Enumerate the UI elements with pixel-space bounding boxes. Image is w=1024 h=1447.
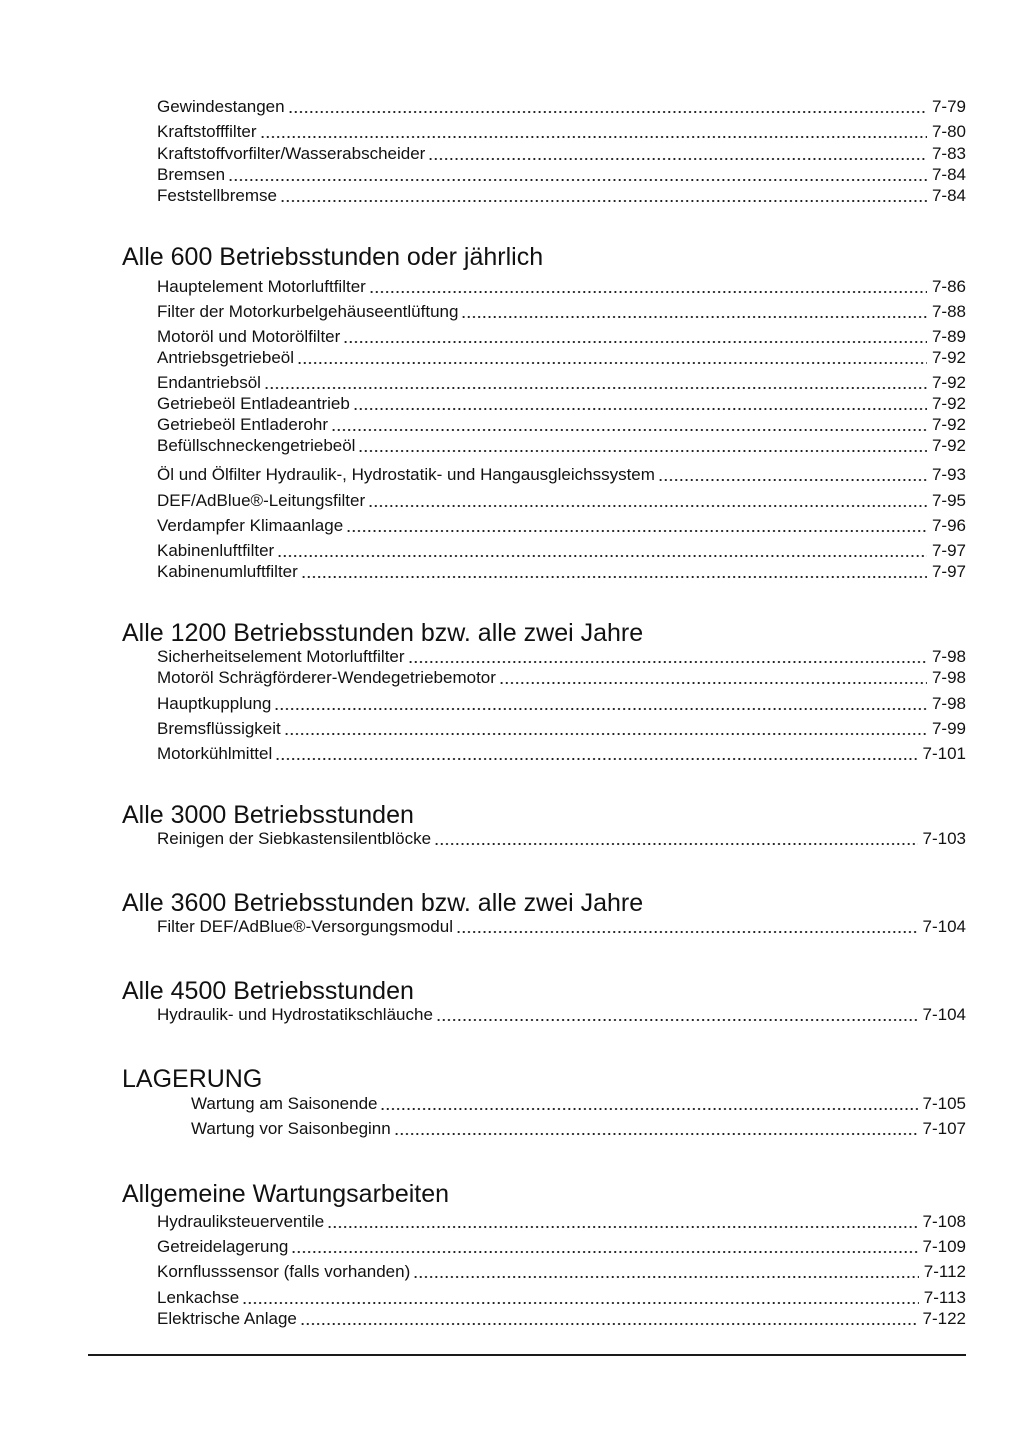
dot-leader <box>380 1107 917 1111</box>
toc-entry-page: 7-79 <box>931 97 966 116</box>
toc-entry <box>157 540 966 562</box>
toc-entry-page: 7-88 <box>931 302 966 321</box>
dot-leader <box>346 529 927 533</box>
toc-entry-page: 7-92 <box>931 373 966 392</box>
toc-entry-page: 7-104 <box>922 917 966 936</box>
dot-leader <box>242 1301 919 1305</box>
toc-entry <box>157 347 966 369</box>
footer-rule <box>88 1354 966 1356</box>
toc-entry-title: Wartung am Saisonende <box>191 1094 378 1113</box>
toc-entry <box>157 515 966 537</box>
toc-entry-page: 7-80 <box>931 122 966 141</box>
toc-entry-title: Hydraulik- und Hydrostatikschläuche <box>157 1005 433 1024</box>
toc-entry-title: Bremsflüssigkeit <box>157 719 281 738</box>
toc-entry <box>191 1093 966 1115</box>
dot-leader <box>331 428 927 432</box>
toc-entry-title: Kraftstoffvorfilter/Wasserabscheider <box>157 144 426 163</box>
dot-leader <box>260 135 927 139</box>
toc-entry-title: Antriebsgetriebeöl <box>157 348 295 367</box>
section-heading: Allgemeine Wartungsarbeiten <box>122 1180 450 1208</box>
dot-leader <box>428 157 927 161</box>
toc-entry-page: 7-97 <box>931 541 966 560</box>
toc-entry <box>157 96 966 118</box>
dot-leader <box>288 110 927 114</box>
toc-entry <box>157 326 966 348</box>
toc-entry-title: Feststellbremse <box>157 186 277 205</box>
toc-entry-title: Kraftstofffilter <box>157 122 257 141</box>
toc-entry-title: Kornflusssensor (falls vorhanden) <box>157 1262 411 1281</box>
dot-leader <box>291 1250 917 1254</box>
toc-entry-page: 7-103 <box>922 829 966 848</box>
toc-entry-title: DEF/AdBlue®-Leitungsfilter <box>157 491 366 510</box>
toc-entry-title: Getriebeöl Entladerohr <box>157 415 329 434</box>
toc-entry-title: Kabinenluftfilter <box>157 541 275 560</box>
dot-leader <box>301 575 927 579</box>
toc-entry-title: Motoröl und Motorölfilter <box>157 327 341 346</box>
dot-leader <box>658 478 927 482</box>
section-heading: LAGERUNG <box>122 1065 263 1093</box>
toc-entry-title: Getreidelagerung <box>157 1237 289 1256</box>
toc-entry-title: Bremsen <box>157 165 226 184</box>
dot-leader <box>327 1225 917 1229</box>
toc-entry <box>157 464 966 486</box>
dot-leader <box>358 449 927 453</box>
toc-entry-page: 7-92 <box>931 348 966 367</box>
toc-entry-page: 7-101 <box>922 744 966 763</box>
toc-entry <box>157 276 966 298</box>
toc-entry-page: 7-113 <box>923 1288 966 1307</box>
dot-leader <box>369 290 927 294</box>
toc-entry <box>157 372 966 394</box>
toc-entry-title: Hauptelement Motorluftfilter <box>157 277 366 296</box>
toc-entry-title: Reinigen der Siebkastensilentblöcke <box>157 829 432 848</box>
toc-entry-title: Filter der Motorkurbelgehäuseentlüftung <box>157 302 459 321</box>
dot-leader <box>297 361 927 365</box>
toc-entry <box>157 490 966 512</box>
toc-entry-page: 7-109 <box>922 1237 966 1256</box>
toc-entry <box>157 164 966 186</box>
toc-entry-title: Endantriebsöl <box>157 373 261 392</box>
section-heading: Alle 3000 Betriebsstunden <box>122 801 414 829</box>
dot-leader <box>343 340 927 344</box>
toc-entry <box>157 561 966 583</box>
toc-entry-title: Befüllschneckengetriebeöl <box>157 436 356 455</box>
toc-entry-title: Lenkachse <box>157 1288 240 1307</box>
toc-entry-page: 7-99 <box>931 719 966 738</box>
dot-leader <box>228 178 927 182</box>
dot-leader <box>436 1018 918 1022</box>
dot-leader <box>394 1132 918 1136</box>
toc-entry <box>157 435 966 457</box>
toc-entry-page: 7-92 <box>931 415 966 434</box>
toc-entry-title: Verdampfer Klimaanlage <box>157 516 344 535</box>
dot-leader <box>413 1275 919 1279</box>
toc-entry-page: 7-89 <box>931 327 966 346</box>
toc-entry <box>157 1211 966 1233</box>
toc-entry <box>157 743 966 765</box>
toc-entry-page: 7-84 <box>931 165 966 184</box>
toc-entry <box>157 1004 966 1026</box>
section-heading: Alle 4500 Betriebsstunden <box>122 977 414 1005</box>
toc-entry-title: Motorkühlmittel <box>157 744 273 763</box>
toc-entry-page: 7-122 <box>922 1309 966 1328</box>
toc-entry-page: 7-98 <box>931 668 966 687</box>
toc-entry-page: 7-107 <box>922 1119 966 1138</box>
toc-entry-page: 7-98 <box>931 694 966 713</box>
section-heading: Alle 1200 Betriebsstunden bzw. alle zwei Jahre <box>122 619 644 647</box>
dot-leader <box>274 707 927 711</box>
toc-entry <box>157 185 966 207</box>
toc-entry-page: 7-98 <box>931 647 966 666</box>
toc-entry-title: Kabinenumluftfilter <box>157 562 298 581</box>
toc-entry-title: Filter DEF/AdBlue®-Versorgungsmodul <box>157 917 453 936</box>
toc-entry <box>157 301 966 323</box>
dot-leader <box>300 1322 918 1326</box>
toc-entry-page: 7-83 <box>931 144 966 163</box>
toc-entry-title: Getriebeöl Entladeantrieb <box>157 394 350 413</box>
toc-entry-title: Sicherheitselement Motorluftfilter <box>157 647 405 666</box>
toc-entry-page: 7-97 <box>931 562 966 581</box>
toc-entry <box>157 143 966 165</box>
toc-entry-page: 7-92 <box>931 436 966 455</box>
toc-entry-page: 7-96 <box>931 516 966 535</box>
toc-entry-page: 7-93 <box>931 465 966 484</box>
toc-entry <box>157 393 966 415</box>
toc-entry-page: 7-86 <box>931 277 966 296</box>
dot-leader <box>275 757 917 761</box>
toc-entry <box>157 916 966 938</box>
dot-leader <box>353 407 927 411</box>
section-heading: Alle 3600 Betriebsstunden bzw. alle zwei Jahre <box>122 889 644 917</box>
toc-entry <box>157 646 966 668</box>
toc-entry <box>157 414 966 436</box>
toc-entry <box>157 1236 966 1258</box>
toc-entry <box>157 718 966 740</box>
toc-entry-page: 7-84 <box>931 186 966 205</box>
toc-entry <box>157 1287 966 1309</box>
dot-leader <box>284 732 927 736</box>
dot-leader <box>408 660 927 664</box>
toc-entry-title: Öl und Ölfilter Hydraulik-, Hydrostatik- und Hangausgleichssystem <box>157 465 655 484</box>
toc-entry <box>157 1261 966 1283</box>
dot-leader <box>264 386 927 390</box>
dot-leader <box>280 199 927 203</box>
toc-entry-title: Elektrische Anlage <box>157 1309 297 1328</box>
dot-leader <box>434 842 917 846</box>
toc-entry-title: Hydrauliksteuerventile <box>157 1212 325 1231</box>
toc-entry <box>191 1118 966 1140</box>
toc-entry-title: Wartung vor Saisonbeginn <box>191 1119 391 1138</box>
dot-leader <box>368 504 927 508</box>
dot-leader <box>461 315 927 319</box>
section-heading: Alle 600 Betriebsstunden oder jährlich <box>122 243 544 271</box>
toc-entry-title: Gewindestangen <box>157 97 285 116</box>
dot-leader <box>277 554 927 558</box>
toc-entry <box>157 828 966 850</box>
toc-entry <box>157 1308 966 1330</box>
toc-entry-page: 7-104 <box>922 1005 966 1024</box>
toc-entry <box>157 667 966 689</box>
toc-entry-title: Hauptkupplung <box>157 694 272 713</box>
toc-entry-page: 7-105 <box>922 1094 966 1113</box>
toc-entry <box>157 693 966 715</box>
dot-leader <box>456 930 918 934</box>
toc-entry-page: 7-112 <box>923 1262 966 1281</box>
toc-entry <box>157 121 966 143</box>
toc-entry-page: 7-108 <box>922 1212 966 1231</box>
toc-entry-page: 7-92 <box>931 394 966 413</box>
toc-entry-page: 7-95 <box>931 491 966 510</box>
dot-leader <box>499 681 927 685</box>
toc-entry-title: Motoröl Schrägförderer-Wendegetriebemotor <box>157 668 496 687</box>
